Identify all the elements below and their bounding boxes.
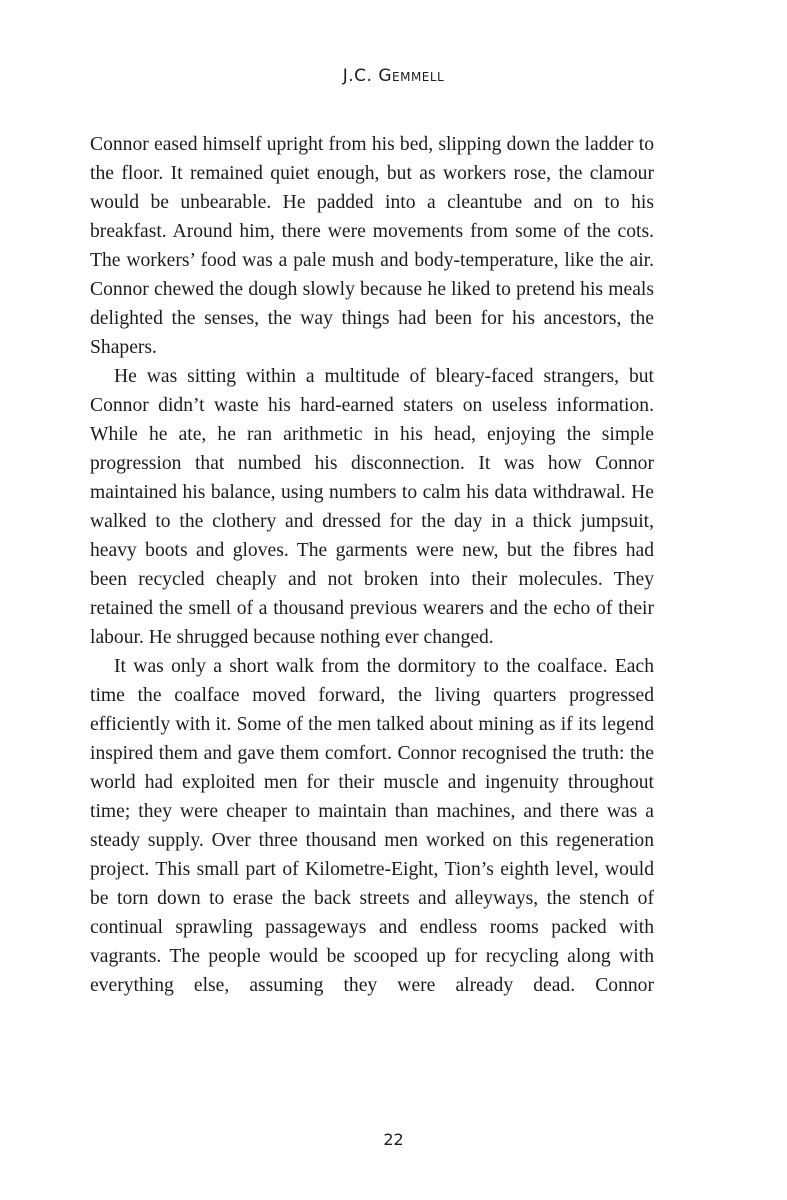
paragraph-2: He was sitting within a multitude of bleary-faced strangers, but Connor didn’t waste his hard-earned staters on useless information. While he ate, he ran arithmetic in his head, enjoying the simple progression that numbed his disconnection. It was how Connor maintained his balance, using numbers to calm his data withdrawal. He walked to the clothery and dressed for the day in a thick jumpsuit, heavy boots and gloves. The garments were new, but the fibres had been recycled cheaply and not broken into their molecules. They retained the smell of a thousand previous wearers and the echo of their labour. He shrugged because nothing ever changed. bbox=[90, 366, 654, 648]
page-number: 22 bbox=[383, 1130, 404, 1149]
body-text bbox=[90, 130, 654, 1000]
paragraph-3: It was only a short walk from the dormitory to the coalface. Each time the coalface moved forward, the living quarters progressed efficiently with it. Some of the men talked about mining as if its legend inspired them and gave them comfort. Connor recognised the truth: the world had exploited men for their muscle and ingenuity throughout time; they were cheaper to maintain than machines, and there was a steady supply. Over three thousand men worked on this regeneration project. This small part of Kilometre-Eight, Tion’s eighth level, would be torn down to erase the back streets and alleyways, the stench of continual sprawling passageways and endless rooms packed with vagrants. The people would be scooped up for recycling along with everything else, assuming they were already dead. Connor bbox=[90, 656, 654, 996]
running-head-author: J.C. Gemmell bbox=[342, 66, 445, 86]
paragraph-1: Connor eased himself upright from his bed, slipping down the ladder to the floor. It remained quiet enough, but as workers rose, the clamour would be unbearable. He padded into a cleantube and on to his breakfast. Around him, there were movements from some of the cots. The workers’ food was a pale mush and body-temperature, like the air. Connor chewed the dough slowly because he liked to pretend his meals delighted the senses, the way things had been for his ancestors, the Shapers. bbox=[90, 134, 654, 358]
